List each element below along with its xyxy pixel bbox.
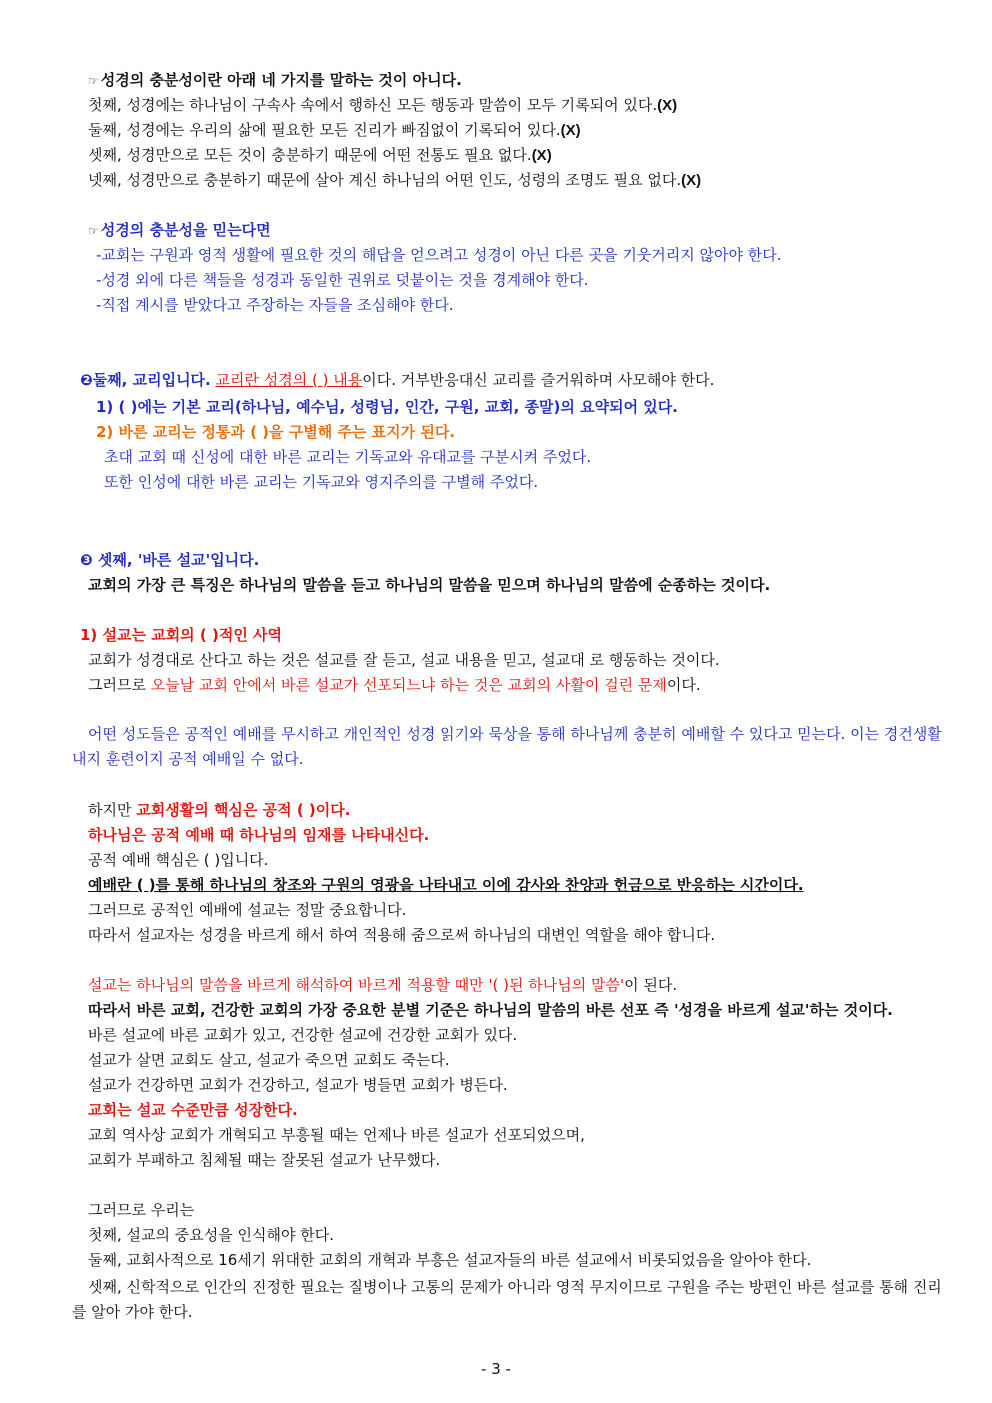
belief-item: -교회는 구원과 영적 생활에 필요한 것의 해답을 얻으려고 성경이 아닌 다른 곳을 기웃거리지 않아야 한다.: [96, 246, 782, 264]
x-mark: (X): [531, 147, 552, 164]
emphasis-line: 교회는 설교 수준만큼 성장한다.: [88, 1101, 298, 1119]
paragraph-line: 교회가 부패하고 침체될 때는 잘못된 설교가 난무했다.: [88, 1151, 441, 1169]
page-number: - 3 -: [481, 1360, 511, 1378]
paragraph-line: 그러므로 오늘날 교회 안에서 바른 설교가 선포되느냐 하는 것은 교회의 사활이 걸린 문제이다.: [88, 676, 701, 694]
doctrine-point-1: 1) ( )에는 기본 교리(하나님, 예수님, 성령님, 인간, 구원, 교회, 종말)의 요약되어 있다.: [96, 398, 678, 416]
list-item: 넷째, 성경만으로 충분하기 때문에 살아 계신 하나님의 어떤 인도, 성령의 조명도 필요 없다.(X): [88, 171, 702, 189]
paragraph-line: 그러므로 공적인 예배에 설교는 정말 중요합니다.: [88, 901, 407, 919]
x-mark: (X): [560, 122, 581, 139]
x-mark: (X): [681, 172, 702, 189]
emphasis-line: 따라서 바른 교회, 건강한 교회의 가장 중요한 분별 기준은 하나님의 말씀의 바른 선포 즉 '성경을 바르게 설교'하는 것이다.: [88, 1001, 893, 1019]
emphasis-line: 하나님은 공적 예배 때 하나님의 임재를 나타내신다.: [88, 826, 430, 844]
x-mark: (X): [657, 97, 678, 114]
paragraph-line: 따라서 설교자는 성경을 바르게 해서 하여 적용해 줌으로써 하나님의 대변인 역할을 해야 합니다.: [88, 926, 716, 944]
doctrine-note: 또한 인성에 대한 바른 교리는 기독교와 영지주의를 구별해 주었다.: [104, 473, 539, 491]
conclusion-item: 첫째, 설교의 중요성을 인식해야 한다.: [88, 1226, 334, 1244]
doctrine-point-2: 2) 바른 교리는 정통과 ( )을 구별해 주는 표지가 된다.: [96, 423, 456, 441]
sermon-intro: 교회의 가장 큰 특징은 하나님의 말씀을 듣고 하나님의 말씀을 믿으며 하나님의 말씀에 순종하는 것이다.: [88, 576, 771, 594]
sermon-heading: ❸ 셋째, '바른 설교'입니다.: [80, 551, 260, 569]
pointing-hand-icon: ☞: [88, 74, 99, 88]
conclusion-item: 둘째, 교회사적으로 16세기 위대한 교회의 개혁과 부흥은 설교자들의 바른 설교에서 비롯되었음을 알아야 한다.: [88, 1251, 812, 1269]
paragraph-line: 하지만 교회생활의 핵심은 공적 ( )이다.: [88, 801, 351, 819]
pointing-hand-icon: ☞: [88, 224, 99, 238]
paragraph-line: 공적 예배 핵심은 ( )입니다.: [88, 851, 269, 869]
paragraph-line: 설교는 하나님의 말씀을 바르게 해석하여 바르게 적용할 때만 '( )된 하나님의 말씀'이 된다.: [88, 976, 678, 994]
sermon-subheading: 1) 설교는 교회의 ( )적인 사역: [80, 626, 283, 644]
belief-heading: ☞ 성경의 충분성을 믿는다면: [88, 221, 271, 239]
paragraph-line: 그러므로 우리는: [88, 1201, 195, 1219]
paragraph-line: 교회가 성경대로 산다고 하는 것은 설교를 잘 듣고, 설교 내용을 믿고, 설교대 로 행동하는 것이다.: [88, 651, 720, 669]
list-item: 셋째, 성경만으로 모든 것이 충분하기 때문에 어떤 전통도 필요 없다.(X): [88, 146, 552, 164]
doctrine-definition: 교리란 성경의 ( ) 내용: [215, 371, 363, 389]
paragraph-line: 바른 설교에 바른 교회가 있고, 건강한 설교에 건강한 교회가 있다.: [88, 1026, 518, 1044]
worship-definition: 예배란 ( )를 통해 하나님의 창조와 구원의 영광을 나타내고 이에 감사와 찬양과 헌금으로 반응하는 시간이다.: [88, 876, 804, 894]
belief-item: -직접 계시를 받았다고 주장하는 자들을 조심해야 한다.: [96, 296, 454, 314]
paragraph-line: 설교가 건강하면 교회가 건강하고, 설교가 병들면 교회가 병든다.: [88, 1076, 508, 1094]
list-item: 첫째, 성경에는 하나님이 구속사 속에서 행하신 모든 행동과 말씀이 모두 기록되어 있다.(X): [88, 96, 678, 114]
belief-item: -성경 외에 다른 책들을 성경과 동일한 권위로 덧붙이는 것을 경계해야 한다.: [96, 271, 589, 289]
doctrine-note: 초대 교회 때 신성에 대한 바른 교리는 기독교와 유대교를 구분시켜 주었다.: [104, 448, 592, 466]
sufficiency-heading: ☞ 성경의 충분성이란 아래 네 가지를 말하는 것이 아니다.: [88, 71, 462, 89]
blue-paragraph: 어떤 성도들은 공적인 예배를 무시하고 개인적인 성경 읽기와 묵상을 통해 하나님께 충분히 예배할 수 있다고 믿는다. 이는 경건생활 내지 훈련이지 공적 예배일 수 없다.: [72, 725, 942, 768]
paragraph-line: 교회 역사상 교회가 개혁되고 부흥될 때는 언제나 바른 설교가 선포되었으며,: [88, 1126, 585, 1144]
doctrine-heading: ❷둘째, 교리입니다. 교리란 성경의 ( ) 내용이다. 거부반응대신 교리를 즐거워하며 사모해야 한다.: [80, 371, 715, 389]
conclusion-item: 셋째, 신학적으로 인간의 진정한 필요는 질병이나 고통의 문제가 아니라 영적 무지이므로 구원을 주는 방편인 바른 설교를 통해 진리를 알아 가야 한다.: [72, 1278, 942, 1321]
list-item: 둘째, 성경에는 우리의 삶에 필요한 모든 진리가 빠짐없이 기록되어 있다.(X): [88, 121, 581, 139]
paragraph-line: 설교가 살면 교회도 살고, 설교가 죽으면 교회도 죽는다.: [88, 1051, 450, 1069]
